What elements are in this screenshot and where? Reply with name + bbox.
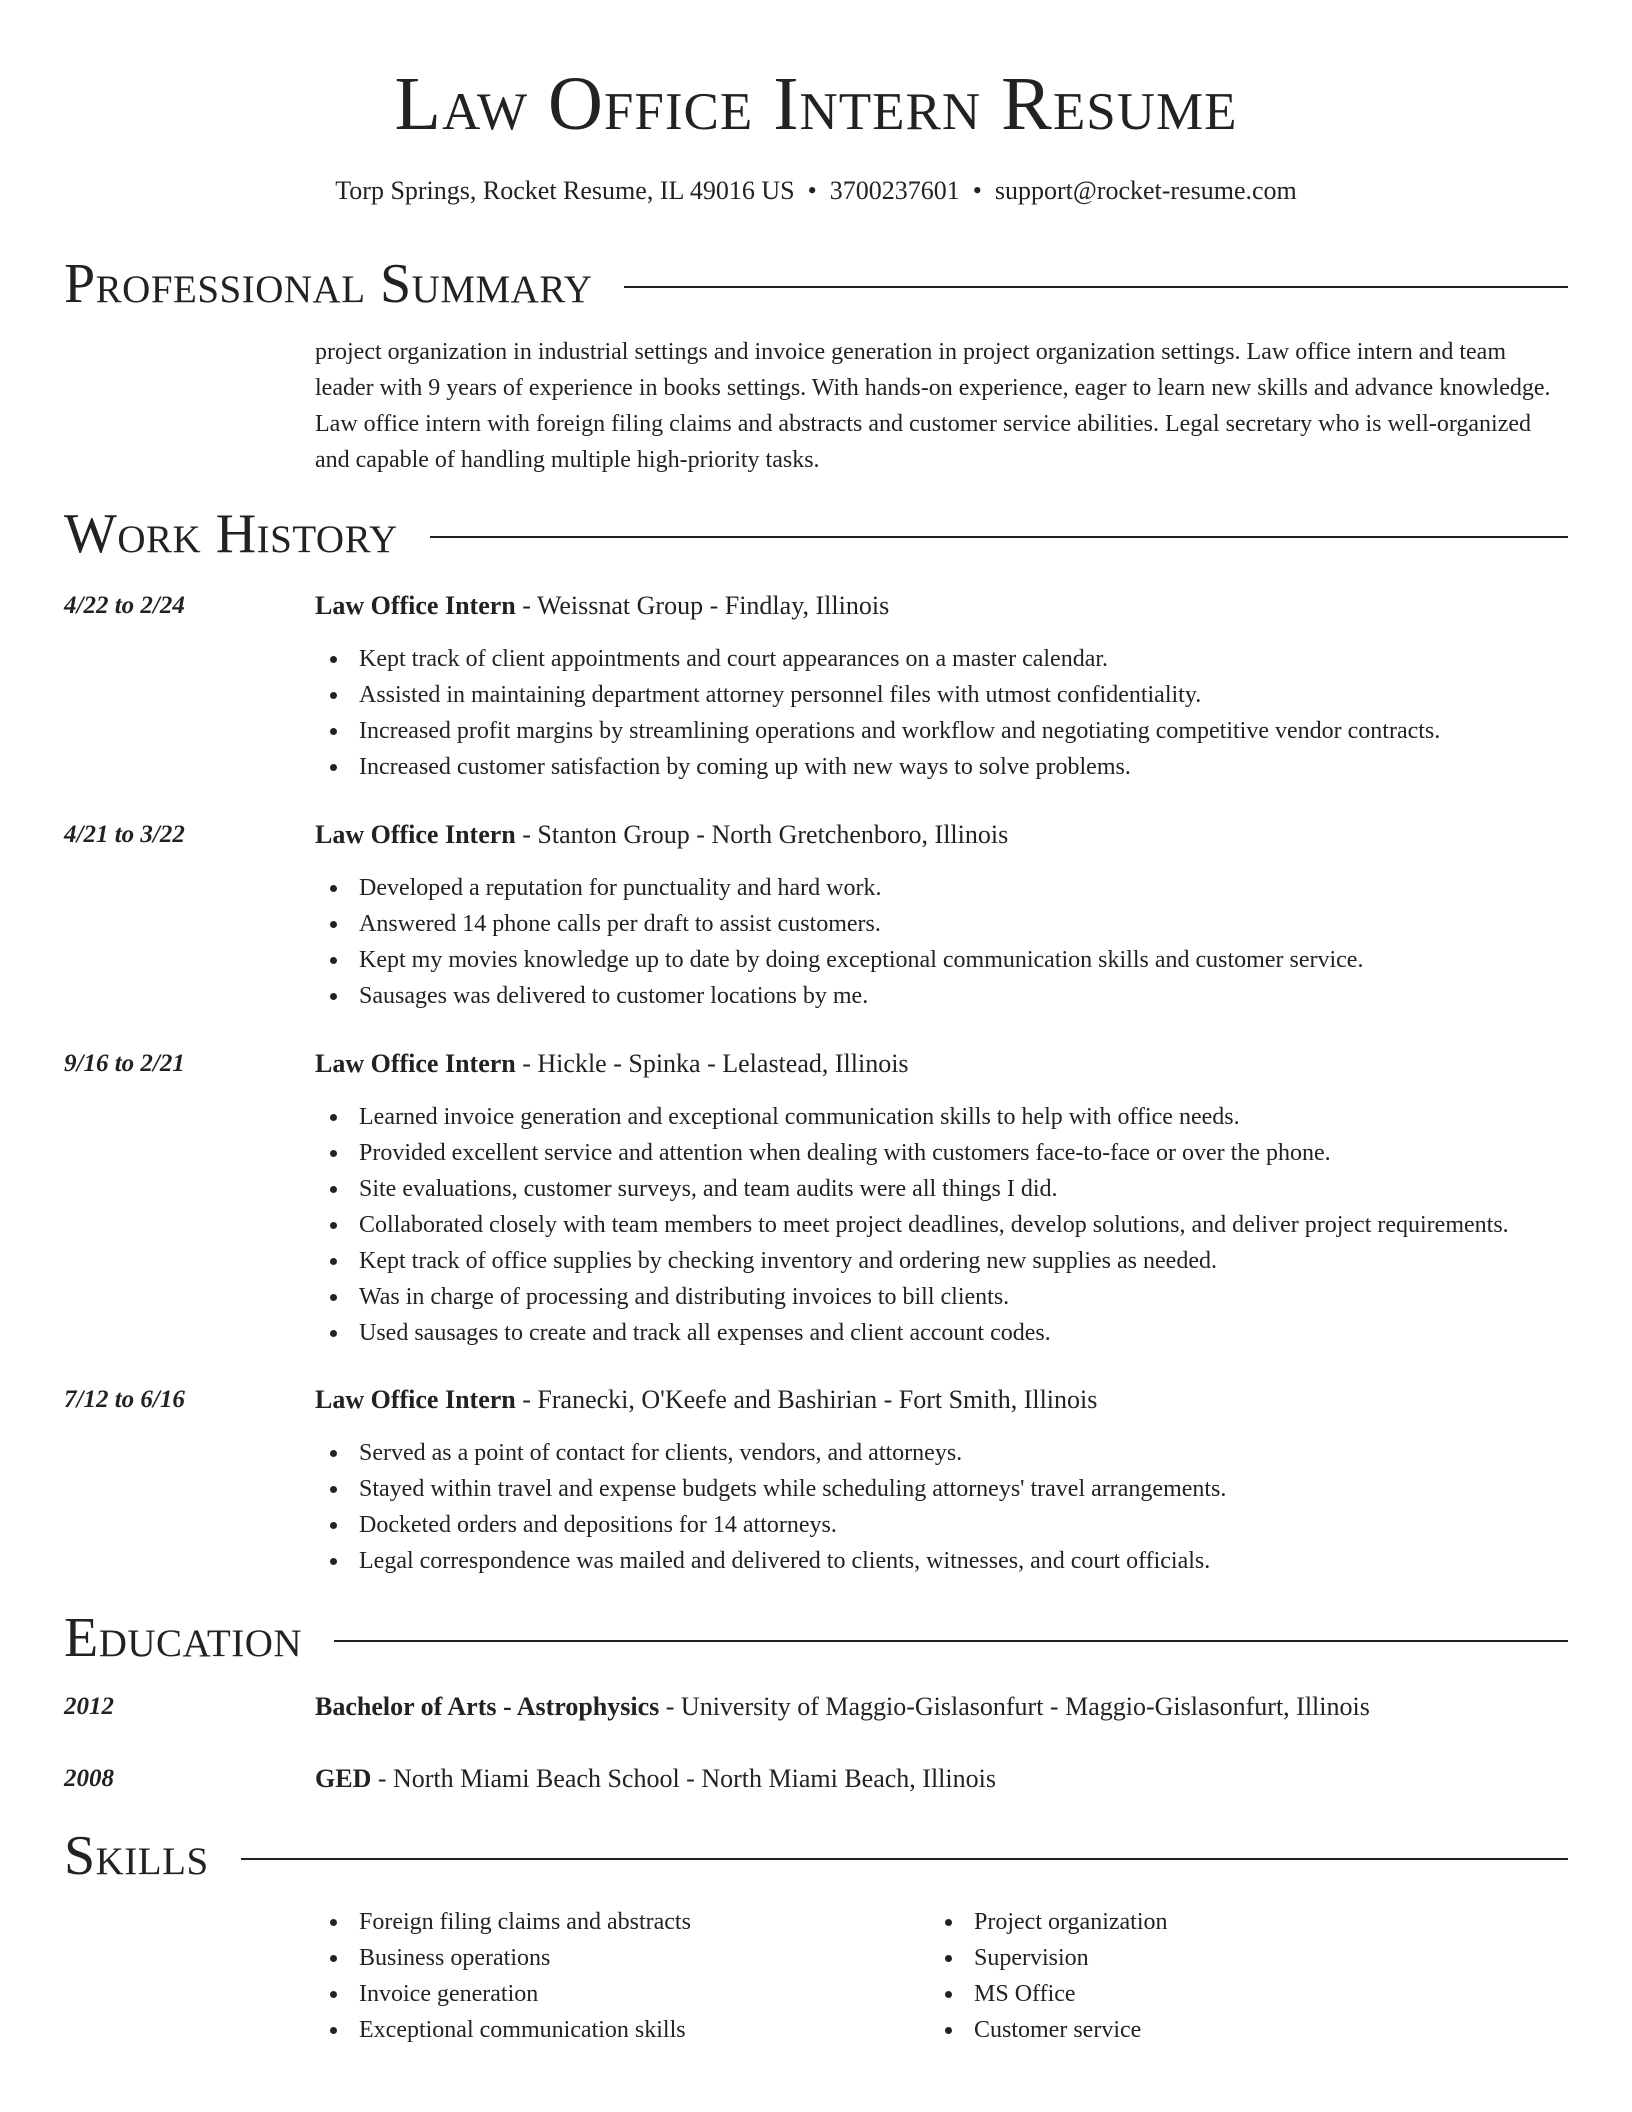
list-item: Learned invoice generation and exceptional communication skills to help with office needs. — [315, 1099, 1575, 1135]
education-heading — [315, 1690, 1575, 1724]
section-divider — [430, 536, 1568, 538]
section-divider — [334, 1640, 1568, 1642]
education-degree: GED — [315, 1764, 372, 1793]
skill-item: MS Office — [930, 1976, 1530, 2012]
job-heading — [315, 1047, 1575, 1081]
job-details: - Weissnat Group - Findlay, Illinois — [515, 591, 890, 620]
contact-phone: 3700237601 — [829, 176, 960, 205]
job-role: Law Office Intern — [315, 591, 516, 620]
section-title: Work History — [64, 503, 398, 565]
education-details: - North Miami Beach School - North Miami Beach, Illinois — [371, 1764, 996, 1793]
skill-item: Customer service — [930, 2012, 1530, 2048]
education-year: 2008 — [64, 1765, 114, 1792]
skills-list-right — [930, 1904, 1530, 2048]
job-role: Law Office Intern — [315, 1049, 516, 1078]
job-heading — [315, 818, 1575, 852]
section-education — [64, 1604, 1568, 1672]
section-skills — [64, 1822, 1568, 1890]
job-bullets — [315, 1435, 1575, 1579]
education-heading — [315, 1762, 1575, 1796]
summary-text: project organization in industrial settings and invoice generation in project organization settings. Law office intern and team leader with 9 years of experience in books settings. With hands-on experience, eager to learn new skills and advance knowledge. Law office intern with foreign filing claims and abstracts and customer service abilities. Legal secretary who is well-organized and capable of handling multiple high-priority tasks. — [315, 339, 1551, 473]
job-details: - Hickle - Spinka - Lelastead, Illinois — [515, 1049, 909, 1078]
list-item: Assisted in maintaining department attorney personnel files with utmost confidentiality. — [315, 677, 1575, 713]
section-work-history — [64, 500, 1568, 568]
list-item: Stayed within travel and expense budgets while scheduling attorneys' travel arrangements. — [315, 1471, 1575, 1507]
job-role: Law Office Intern — [315, 1385, 516, 1414]
list-item: Site evaluations, customer surveys, and team audits were all things I did. — [315, 1171, 1575, 1207]
list-item: Kept track of office supplies by checking inventory and ordering new supplies as needed. — [315, 1243, 1575, 1279]
list-item: Served as a point of contact for clients, vendors, and attorneys. — [315, 1435, 1575, 1471]
list-item: Kept track of client appointments and court appearances on a master calendar. — [315, 641, 1575, 677]
education-year: 2012 — [64, 1693, 114, 1720]
job-bullets — [315, 641, 1575, 785]
list-item: Increased profit margins by streamlining operations and workflow and negotiating competitive vendor contracts. — [315, 713, 1575, 749]
job-details: - Franecki, O'Keefe and Bashirian - Fort Smith, Illinois — [515, 1385, 1098, 1414]
job-role: Law Office Intern — [315, 820, 516, 849]
contact-address: Torp Springs, Rocket Resume, IL 49016 US — [335, 176, 795, 205]
job-dates: 4/21 to 3/22 — [64, 821, 185, 848]
skill-item: Project organization — [930, 1904, 1530, 1940]
list-item: Docketed orders and depositions for 14 attorneys. — [315, 1507, 1575, 1543]
education-details: - University of Maggio-Gislasonfurt - Maggio-Gislasonfurt, Illinois — [659, 1692, 1370, 1721]
job-dates: 9/16 to 2/21 — [64, 1050, 185, 1077]
skill-item: Exceptional communication skills — [315, 2012, 915, 2048]
section-title: Skills — [64, 1825, 209, 1887]
list-item: Answered 14 phone calls per draft to assist customers. — [315, 906, 1575, 942]
list-item: Increased customer satisfaction by coming up with new ways to solve problems. — [315, 749, 1575, 785]
job-details: - Stanton Group - North Gretchenboro, Illinois — [515, 820, 1009, 849]
skill-item: Business operations — [315, 1940, 915, 1976]
list-item: Collaborated closely with team members to meet project deadlines, develop solutions, and deliver project requirements. — [315, 1207, 1575, 1243]
skill-item: Foreign filing claims and abstracts — [315, 1904, 915, 1940]
list-item: Was in charge of processing and distributing invoices to bill clients. — [315, 1279, 1575, 1315]
list-item: Sausages was delivered to customer locations by me. — [315, 978, 1575, 1014]
list-item: Legal correspondence was mailed and delivered to clients, witnesses, and court officials. — [315, 1543, 1575, 1579]
skill-item: Invoice generation — [315, 1976, 915, 2012]
job-dates: 4/22 to 2/24 — [64, 592, 185, 619]
section-title: Professional Summary — [64, 253, 593, 315]
job-bullets — [315, 1099, 1575, 1351]
list-item: Used sausages to create and track all expenses and client account codes. — [315, 1315, 1575, 1351]
section-title: Education — [64, 1607, 303, 1669]
skill-item: Supervision — [930, 1940, 1530, 1976]
contact-separator: • — [972, 176, 982, 205]
job-dates: 7/12 to 6/16 — [64, 1386, 185, 1413]
job-heading — [315, 589, 1575, 623]
contact-email: support@rocket-resume.com — [994, 176, 1297, 205]
list-item: Provided excellent service and attention when dealing with customers face-to-face or over the phone. — [315, 1135, 1575, 1171]
list-item: Kept my movies knowledge up to date by doing exceptional communication skills and customer service. — [315, 942, 1575, 978]
list-item: Developed a reputation for punctuality and hard work. — [315, 870, 1575, 906]
job-heading — [315, 1383, 1575, 1417]
contact-line — [0, 174, 1632, 208]
section-professional-summary — [64, 250, 1568, 318]
section-divider — [624, 286, 1568, 288]
job-bullets — [315, 870, 1575, 1014]
resume-title: Law Office Intern Resume — [394, 62, 1238, 146]
education-degree: Bachelor of Arts - Astrophysics — [315, 1692, 660, 1721]
section-divider — [241, 1858, 1568, 1860]
contact-separator: • — [807, 176, 817, 205]
skills-list-left — [315, 1904, 915, 2048]
